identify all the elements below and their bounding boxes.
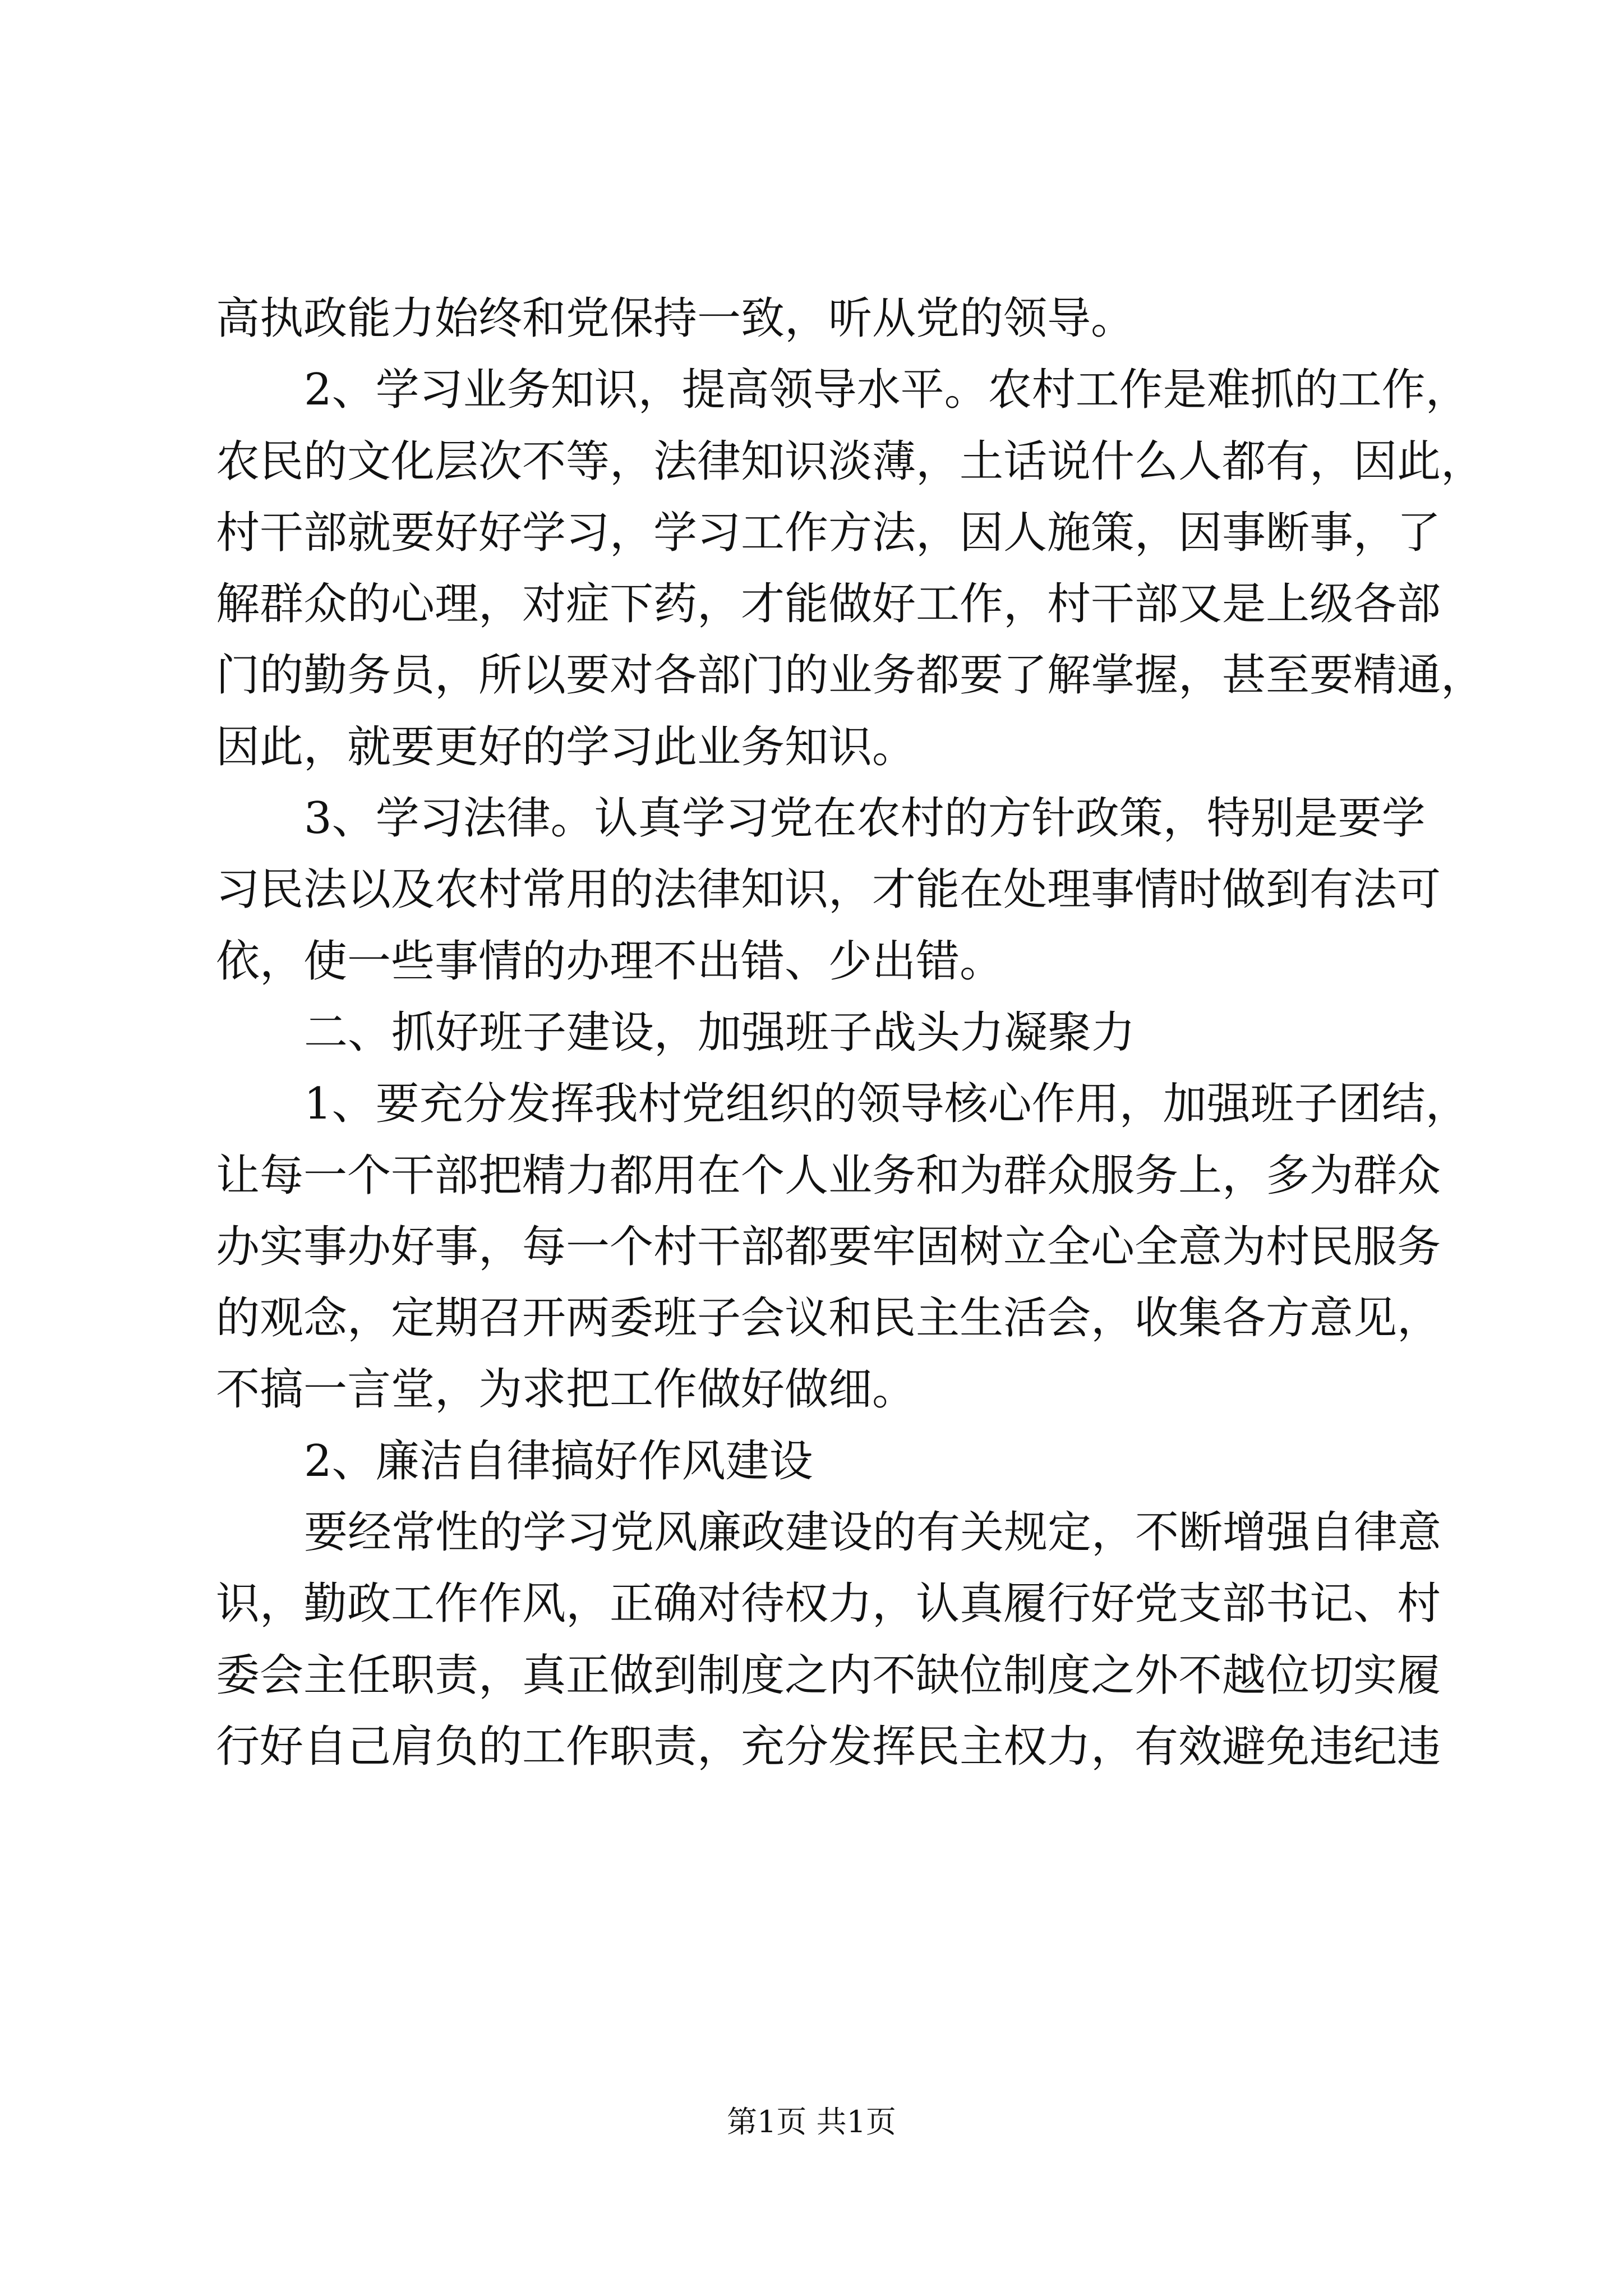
section-heading: 二、抓好班子建设，加强班子战头力凝聚力 (304, 1007, 1136, 1058)
page-footer: 第1页 共1页 (727, 2104, 896, 2139)
text-line: 依，使一些事情的办理不出错、少出错。 (216, 936, 1004, 987)
text-line: 让每一个干部把精力都用在个人业务和为群众服务上，多为群众 (216, 1150, 1441, 1201)
text-line: 解群众的心理，对症下药，才能做好工作，村干部又是上级各部 (216, 579, 1441, 630)
text-line: 行好自己肩负的工作职责，充分发挥民主权力，有效避免违纪违 (216, 1721, 1441, 1772)
text-line: 委会主任职责，真正做到制度之内不缺位制度之外不越位切实履 (216, 1650, 1441, 1701)
text-line: 门的勤务员，所以要对各部门的业务都要了解掌握，甚至要精通， (216, 650, 1485, 701)
text-line: 3、学习法律。认真学习党在农村的方针政策，特别是要学 (304, 793, 1426, 844)
text-line: 村干部就要好好学习，学习工作方法，因人施策，因事断事，了 (216, 507, 1441, 558)
text-line: 办实事办好事，每一个村干部都要牢固树立全心全意为村民服务 (216, 1221, 1441, 1272)
text-line: 1、要充分发挥我村党组织的领导核心作用，加强班子团结， (304, 1079, 1469, 1130)
text-line: 农民的文化层次不等，法律知识淡薄，土话说什么人都有，因此， (216, 436, 1485, 487)
text-line: 高执政能力始终和党保持一致，听从党的领导。 (216, 293, 1135, 344)
subsection-heading: 2、廉洁自律搞好作风建设 (304, 1435, 813, 1487)
document-body (216, 283, 1485, 1783)
text-line: 识，勤政工作作风，正确对待权力，认真履行好党支部书记、村 (216, 1579, 1441, 1630)
text-line: 习民法以及农村常用的法律知识，才能在处理事情时做到有法可 (216, 864, 1441, 915)
text-line: 2、学习业务知识，提高领导水平。农村工作是难抓的工作， (304, 365, 1469, 416)
text-line: 要经常性的学习党风廉政建设的有关规定，不断增强自律意 (304, 1507, 1442, 1558)
text-line: 不搞一言堂，为求把工作做好做细。 (216, 1364, 916, 1415)
text-line: 因此，就要更好的学习此业务知识。 (216, 721, 916, 772)
text-line: 的观念，定期召开两委班子会议和民主生活会，收集各方意见， (216, 1293, 1441, 1344)
